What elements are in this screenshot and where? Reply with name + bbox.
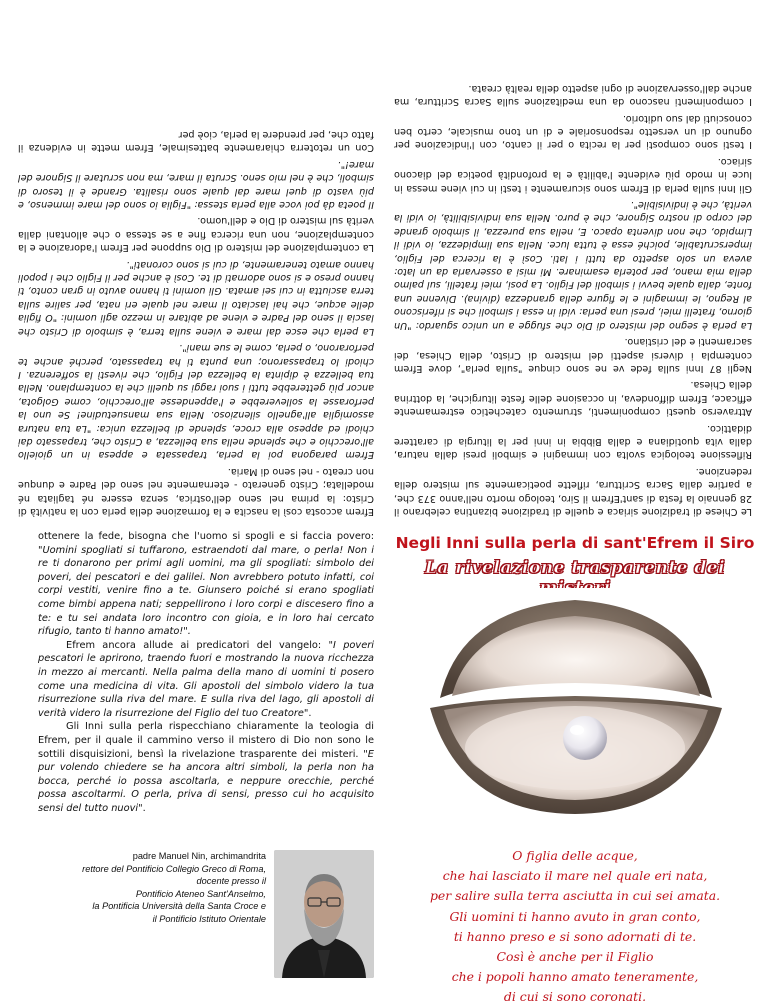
author-line: Pontificio Ateneo Sant'Anselmo,	[135, 888, 266, 899]
text-paragraph: Il poeta dà poi voce alla perla stessa: "Figlia io sono del mare immenso, e più vasto di quel mare dal quale sono risalita. Grande è il tesoro di simboli, che è nel mio seno. Scruta il mare, ma non scrutare il Signore del mare!".	[18, 158, 374, 211]
text-paragraph: La perla che esce dal mare e viene sulla terra, è simbolo di Cristo che lascia il seno del Padre e viene ad abitare in mezzo agli uomini: "O figlia delle acque, che hai lasciato il mare nel quale eri nata, per salire sulla terra asciutta in cui sei amata. Gli uomini ti hanno avuto in gran conto, ti hanno preso e si sono adornati di te. Così è anche per il Figlio che i popoli hanno amato teneramente, di cui si sono coronati".	[18, 258, 374, 337]
cover-column-right	[392, 528, 758, 1005]
upside-down-column-left	[18, 8, 374, 518]
poem-line: ti hanno preso e si sono adornati di te.	[453, 928, 697, 944]
text-paragraph: Le Chiese di tradizione siriaca e quelle di tradizione bizantina celebrano il 28 gennaio la festa di sant'Efrem il Siro, teologo morto nell'anno 373 che, a partire dalla Sacra Scrittura, riflette poeticamente sul mistero della redenzione.	[394, 465, 752, 517]
quote-run: I poveri pescatori le aprirono, traendo fuori e mostrando la nuova ricchezza in mezzo ai mercanti. Nella palma della mano di uomini ti posero come una medicina di vita. Gli apostoli del simbolo videro la tua risurrezione sulla riva del mare. E sulla riva del lago, gli apostoli di verità videro la risurrezione del Figlio del tuo Creatore	[38, 639, 374, 719]
author-line: il Pontificio Istituto Orientale	[152, 913, 266, 924]
text-paragraph: Con un retoterra chiaramente battesimale, Efrem mette in evidenza il fatto che, per prendere la perla, cioè per	[18, 129, 374, 154]
text-paragraph: I componimenti nascono da una meditazione sulla Sacra Scrittura, ma anche dall'osservazione di ogni aspetto della realtà creata.	[394, 82, 752, 108]
text-run: Efrem ancora allude ai predicatori del vangelo: "	[66, 639, 334, 651]
text-paragraph: Negli 87 Inni sulla fede ve ne sono cinque "sulla perla", dove Efrem contempla i diversi aspetti del mistero di Cristo, della Chiesa, dei sacramenti e del cristiano.	[394, 336, 752, 374]
text-run: ottenere la fede, bisogna che l'uomo si spogli e si faccia povero:	[38, 531, 374, 542]
article-subtitle: La rivelazione trasparente dei	[424, 558, 726, 578]
quote-run: "Uomini spogliati si tuffarono, estraendoti dal mare, o perla! Non i re ti donarono per primi agli uomini, ma gli spogliati: simbolo dei poveri, dei pescatori e dei galilei. Non avrebbero potuto infatti, coi corpi vestiti, venire fino a te. Giunsero poiché si erano spogliati come bimbi appena nati; seppellirono i loro corpi e discesero fino a te: e tu sei andata loro incontro con gioia, e in loro hai cercato rifugio, tanto ti hanno amato!".	[38, 544, 374, 638]
author-name: padre Manuel Nin, archimandrita	[132, 851, 266, 861]
text-paragraph: Efrem paragona poi la perla, trapassata e appesa in un gioiello all'orecchio e che splende nella sua bellezza, a Cristo che, trapassato dai chiodi ed appeso alla croce, splende di bellezza unica: "La tua natura assomiglia all'agnello silenzioso. Nella sua mansuetudine! Se uno la perforasse la solleverebbe e l'appendesse all'orecchio, come Golgota, ancor più getterebbe tutti i suoi raggi su quelli che la contemplano. Nella tua bellezza è dipinta la bellezza del Figlio, che rivestì la sofferenza. I chiodi lo trapassarono; una punta ti ha trapassato, perché anche te perforarono, o perla, come le sue mani".	[18, 342, 374, 461]
author-block	[38, 850, 374, 978]
poem-line: che i popoli hanno amato teneramente,	[451, 969, 699, 985]
quote-run: E pur volendo chiedere se ha ancora altri simboli, la perla non ha bocca, perché io possa ascoltarla, e neppure orecchie, perché possa ascoltarmi. O perla, priva di sensi, presso cui ho acquisito sensi del tutto nuovi	[38, 748, 374, 814]
text-run: ".	[138, 802, 146, 814]
text-paragraph: Attraverso questi componimenti, strumento catechetico estremamente efficace, Efrem diffondeva, in occasione delle feste liturgiche, la dottrina della Chiesa.	[394, 379, 752, 418]
poem-line: Gli uomini ti hanno avuto in gran conto,	[449, 908, 701, 924]
text-paragraph	[38, 720, 374, 815]
text-run: ".	[303, 707, 312, 719]
poem-line: Così è anche per il Figlio	[496, 949, 654, 965]
text-paragraph: Efrem accosta così la nascita e la formazione della perla con la natività di Cristo: la prima nel seno dell'ostrica, senza essere né tagliata né modellata; Cristo generato - eternamente nel seno del Padre e dunque non creato - nel seno di Maria.	[18, 465, 374, 517]
article-column-left	[38, 530, 374, 978]
poem-quote	[392, 846, 758, 1008]
poem-line: di cui si sono coronati.	[503, 989, 647, 1005]
text-paragraph: La contemplazione del mistero di Dio suppone per Efrem l'adorazione e la contemplazione, non una ricerca fine a se stessa o che allontani dalla verità sul mistero di Dio e dell'uomo.	[18, 215, 374, 254]
oyster-pearl-image	[400, 588, 750, 818]
poem-line: O figlia delle acque,	[512, 848, 638, 863]
poem-line: per salire sulla terra asciutta in cui sei amata.	[429, 888, 721, 904]
text-paragraph	[38, 530, 374, 639]
text-paragraph: Riflessione teologica svolta con immagini e simboli presi dalla natura, dalla vita quotidiana e dalla Bibbia in inni per la liturgia di carattere didattico.	[394, 422, 752, 461]
article-title: Negli Inni sulla perla di sant'Efrem il Siro	[395, 534, 755, 552]
author-line: docente presso il	[196, 876, 266, 887]
author-credits	[38, 850, 266, 926]
text-paragraph: La perla è segno del mistero di Dio che sfugge a un unico sguardo: "Un giorno, fratelli miei, presi una perla: vidi in essa i simboli che si riferiscono al Regno, le immagini e le figure della grandezza (divina). Divenne una fonte, dalla quale bevvi i simboli del Figlio. La posi, miei fratelli, sul palmo della mia mano, per poterla esaminare. Mi misi a osservarla da un lato: aveva un solo aspetto da tutti i lati. Così è la ricerca del Figlio, imperscrutabile, poiché essa è tutta luce. Nella sua limpidezza, io vidi il Limpido, che non diventa opaco. E, nella sua purezza, il simbolo grande del corpo di nostro Signore, che è puro. Nella sua indivisibilità, io vidi la verità, che è indivisibile".	[394, 199, 752, 331]
text-run: Gli Inni sulla perla rispecchiano chiaramente la teologia di Efrem, per il quale il cammino verso il mistero di Dio non sono le sottili disquisizioni, bensì la rivelazione trasparente dei misteri. "	[38, 721, 374, 760]
text-paragraph: I testi sono composti per la recita o per il canto, con l'indicazione per ognuno di un versetto responsoriale e di un tono musicale, certo ben conosciuti dal suo uditorio.	[394, 112, 752, 151]
author-line: rettore del Pontificio Collegio Greco di Roma,	[82, 863, 266, 874]
poem-line: che hai lasciato il mare nel quale eri nata,	[442, 868, 708, 884]
text-paragraph	[38, 639, 374, 721]
upside-down-column-right	[394, 8, 752, 518]
author-photo	[274, 850, 374, 978]
author-line: la Pontificia Università della Santa Croce e	[92, 901, 266, 912]
text-paragraph: Gli Inni sulla perla di Efrem sono sicuramente i testi in cui viene messa in luce in modo più evidente l'abilità e la profondità poetica del diacono siriaco.	[394, 155, 752, 194]
